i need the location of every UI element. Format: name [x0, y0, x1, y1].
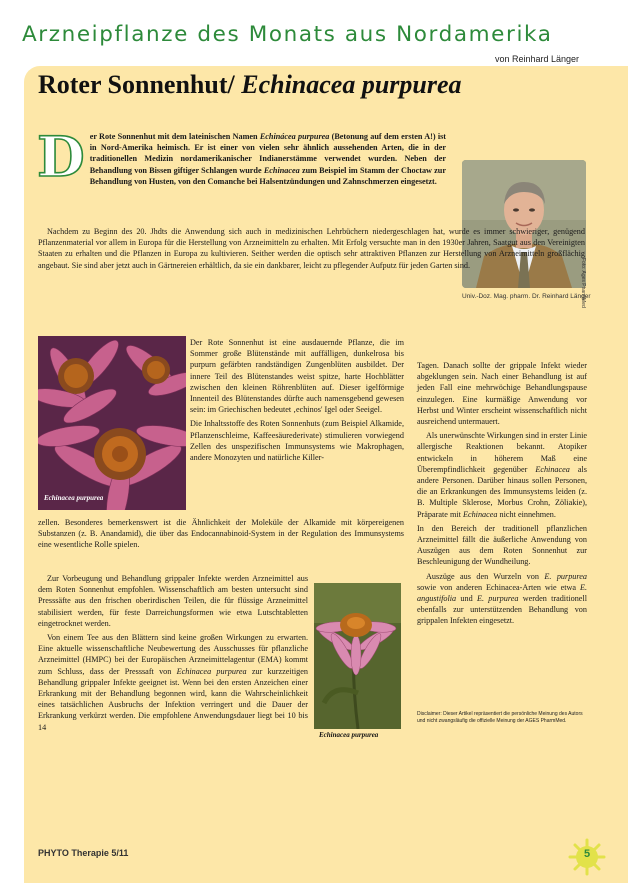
series-title: Arzneipflanze des Monats aus Nordamerika [22, 22, 553, 47]
echinacea-illustration-2 [314, 583, 401, 729]
paragraph: zellen. Besonderes bemerkenswert ist die Ähnlichkeit der Moleküle der Alkamide mit körpereigenen Substanzen (z. B. Anandamid), die über das Endocannabinoid-System in der Regulation des Immunsystems eine wesentliche Rolle spielen. [38, 518, 404, 550]
paragraph: Der Rote Sonnenhut ist eine ausdauernde Pflanze, die im Sommer große Blütenstände mit auffälligen, dunkelrosa bis purpurn gefärbten randständigen Zungenblüten ausbildet. Der innere Teil des Blütenstandes weist spitze, harte Hochblätter zwischen den kleinen Röhrenblüten auf. Dieser igelförmige Innenteil des Blütenstandes dürfte auch namensgebend gewesen sein: im Griechischen bedeutet ‚echinos' Igel oder Seeigel. [190, 338, 404, 415]
drop-cap: D [37, 124, 85, 189]
body-column-left [38, 573, 308, 733]
paragraph: Auszüge aus den Wurzeln von E. purpurea sowie von anderen Echinacea-Arten wie etwa E. angustifolia und E. purpurea werden traditionell ebenfalls zur unterstützenden Behandlung von grippalen Infekten eingesetzt. [417, 571, 587, 626]
paragraph: Von einem Tee aus den Blättern sind keine großen Wirkungen zu erwarten. Eine aktuelle wissenschaftliche Neubewertung des Ausschusses für pflanzliche Arzneimittel (HMPC) bei der Europäischen Arzneimittelagentur (EMA) kommt zum Schluss, dass der Presssaft von Echinacea purpurea zur kurzzeitigen Behandlung grippaler Infekte geeignet ist. Wenn bei den ersten Anzeichen einer Erkrankung mit der Behandlung begonnen wird, kann die Wahrscheinlichkeit eines tatsächlichen Ausbruchs der Infektion verringert und die Dauer der Erkrankung verkürzt werden. Die empfohlene Anwendungsdauer liegt bei 10 bis 14 [38, 633, 309, 732]
body-column-middle [190, 337, 404, 463]
article-title [38, 70, 462, 100]
body-column-right [417, 360, 587, 627]
title-latin: Echinacea purpurea [241, 70, 462, 99]
paragraph: Nachdem zu Beginn des 20. Jhdts die Anwendung sich auch in medizinischen Lehrbüchern niedergeschlagen hat, wurde es immer schwieriger, genügend Pflanzenmaterial vor allem in Europa für die Herstellung von Arzneimitteln zu erhalten. Mit Erfolg versuchte man in den 1930er Jahren, Saatgut aus den Vereinigten Staaten zu erhalten und die Pflanzen in Europa zu kultivieren. Seither werden die optisch sehr attraktiven Pflanzen zur Herstellung von Arzneimitteln großflächig angebaut. Sie sind aber jetzt auch in Gärtnereien erhältlich, da sie ein dankbarer, leicht zu pflegender Aufputz für jeden Garten sind. [38, 227, 585, 270]
portrait-caption: Univ.-Doz. Mag. pharm. Dr. Reinhard Länger [462, 293, 591, 300]
title-main: Roter Sonnenhut/ [38, 70, 242, 99]
page-number: 5 [583, 848, 591, 860]
paragraph: Die Inhaltsstoffe des Roten Sonnenhuts (zum Beispiel Alkamide, Pflanzenschleime, Kaffeesäurederivate) stimulieren vorwiegend Zellen des unspezifischen Immunsystems wie Makrophagen, andere Monozyten und natürliche Killer- [190, 419, 404, 463]
echinacea-illustration-1 [38, 336, 186, 510]
lead-paragraph: Der Rote Sonnenhut mit dem lateinischen Namen Echinácea purpurea (Betonung auf dem ersten A!) ist in Nord-Amerika heimisch. Er ist einer von vielen sehr ähnlich aussehenden Arten, die in der traditionellen Medizin nordamerikanischer Indianerstämme verwendet wurden. Neben der Behandlung von Bissen giftiger Schlangen wurde Echinacea zum Beispiel im Stamm der Choctaw zur Behandlung von Husten, von den Comanche bei Halsentzündungen und Zahnschmerzen eingesetzt. [37, 124, 447, 189]
echinacea-photo-1 [38, 336, 186, 510]
author-byline: von Reinhard Länger [494, 54, 579, 64]
photo-credit: Foto: Ages PharmMed [580, 258, 586, 308]
photo-caption-2: Echinacea purpurea [319, 731, 379, 739]
body-column-lower [38, 517, 404, 551]
paragraph: Als unerwünschte Wirkungen sind in erster Linie allergische Reaktionen bekannt. Atopiker entwickeln in höherem Maß eine Überempfindlichkeit gegenüber Echinacea als andere Personen. Darüber hinaus sollen Personen, die an Erkrankungen des Immunsystems leiden (z. B. Multiple Sklerose, Morbus Crohn, Zöliakie), Präparate mit Echinacea nicht einnehmen. [417, 431, 587, 519]
body-column-top [38, 226, 585, 271]
paragraph: Zur Vorbeugung und Behandlung grippaler Infekte werden Arzneimittel aus dem Roten Sonnenhut empfohlen. Wissenschaftlich am besten untersucht sind Presssäfte aus den frischen oberirdischen Teilen, die für flüssige Arzneimittel stabilisiert werden, für feste Darreichungsformen wie etwa Lutschtabletten eingetrocknet werden. [38, 574, 308, 628]
echinacea-photo-2 [314, 583, 401, 729]
journal-footer: PHYTO Therapie 5/11 [38, 848, 129, 858]
disclaimer: Disclaimer: Dieser Artikel repräsentiert die persönliche Meinung des Autors und nicht zwangsläufig die offizielle Meinung der AGES PharmMed. [417, 711, 583, 724]
paragraph: Tagen. Danach sollte der grippale Infekt wieder abgeklungen sein. Nach einer Behandlung ist auf jeden Fall eine mehrwöchige Behandlungspause einzulegen. Eine kurmäßige Anwendung vor Herbst und Winter erscheint wissenschaftlich nicht ausreichend untermauert. [417, 361, 587, 427]
paragraph: In den Bereich der traditionell pflanzlichen Arzneimittel fällt die äußerliche Anwendung von Auszügen aus dem Roten Sonnenhut zur Beschleunigung der Wundheilung. [417, 523, 587, 567]
photo-caption-1: Echinacea purpurea [44, 494, 104, 502]
